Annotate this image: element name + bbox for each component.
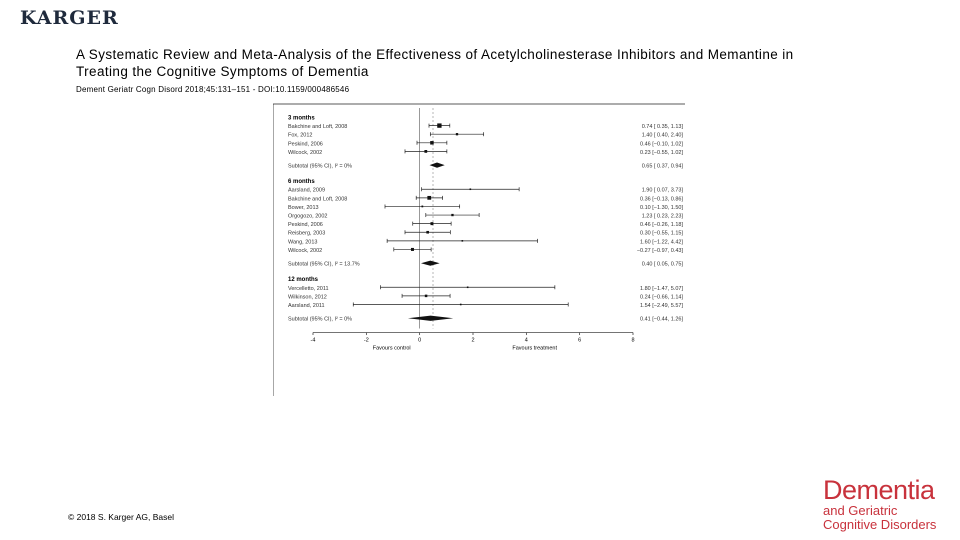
subtotal-ci-value-label: 0.40 [ 0.05, 0.75] [641,261,683,268]
study-label: Vercelletto, 2011 [288,285,329,292]
article-title [76,46,916,80]
ci-value-label: 1.90 [ 0.07, 3.73] [641,187,683,194]
forest-plot [273,100,685,396]
study-label: Peskind, 2006 [288,222,323,229]
subtotal-ci-value-label: 0.41 [−0.44, 1.26] [640,316,683,323]
point-estimate [456,133,458,135]
study-label: Orgogozo, 2002 [288,213,328,220]
x-label-left: Favours control [372,345,411,352]
point-estimate [467,286,469,288]
point-estimate [430,222,433,225]
journal-logo-line3: Cognitive Disorders [823,517,937,532]
group-label: 3 months [288,115,315,122]
study-label: Wilcock, 2002 [288,149,323,156]
ci-value-label: 1.23 [ 0.23, 2.23] [641,213,683,220]
journal-logo-line2: and Geriatric [823,503,898,518]
forest-plot-figure [273,100,685,396]
point-estimate [460,304,462,306]
x-tick-label: 4 [524,337,528,344]
point-estimate [437,123,441,127]
point-estimate [470,188,472,190]
ci-value-label: 0.36 [−0.13, 0.86] [640,196,683,203]
study-label: Wang, 2013 [288,239,318,246]
point-estimate [424,150,427,153]
x-tick-label: 6 [578,337,582,344]
ci-value-label: 0.23 [−0.55, 1.02] [640,149,683,156]
karger-logo: KARGER [20,7,119,29]
group-label: 6 months [288,179,315,186]
ci-value-label: 0.24 [−0.66, 1.14] [640,294,683,301]
ci-value-label: 1.80 [−1.47, 5.07] [640,285,683,292]
ci-value-label: 1.40 [ 0.40, 2.40] [641,132,683,139]
subtotal-label: Subtotal (95% CI), I² = 0% [288,316,353,323]
point-estimate [425,295,428,298]
study-label: Aarsland, 2009 [288,187,325,194]
journal-logo-line1: Dementia [823,475,935,505]
study-label: Fox, 2012 [288,132,313,139]
subtotal-label: Subtotal (95% CI), I² = 0% [288,163,353,170]
x-tick-label: 8 [631,337,635,344]
article-title-line1: A Systematic Review and Meta-Analysis of the Effectiveness of Acetylcholinesterase Inhibitors and Memantine in [76,47,794,62]
ci-value-label: 1.60 [−1.22, 4.42] [640,239,683,246]
study-label: Bakchine and Loft, 2008 [288,124,348,131]
study-label: Bower, 2013 [288,204,319,211]
ci-value-label: 0.30 [−0.55, 1.15] [640,230,683,237]
point-estimate [430,141,433,144]
ci-value-label: 0.10 [−1.30, 1.50] [640,204,683,211]
point-estimate [462,240,464,242]
point-estimate [451,214,453,216]
journal-logo [823,476,936,532]
study-label: Wilkinson, 2012 [288,294,327,301]
article-citation: Dement Geriatr Cogn Disord 2018;45:131–151 - DOI:10.1159/000486546 [76,85,350,94]
ci-value-label: 0.74 [ 0.35, 1.13] [641,124,683,131]
subtotal-diamond [421,261,440,266]
article-title-line2: Treating the Cognitive Symptoms of Dementia [76,64,369,79]
ci-value-label: 1.54 [−2.49, 5.57] [640,302,683,309]
ci-value-label: 0.46 [−0.10, 1.02] [640,141,683,148]
copyright-text: © 2018 S. Karger AG, Basel [68,512,174,522]
x-tick-label: -2 [363,337,369,344]
x-tick-label: 2 [471,337,475,344]
x-tick-label: -4 [310,337,316,344]
point-estimate [411,248,414,251]
x-tick-label: 0 [418,337,422,344]
study-label: Reisberg, 2003 [288,230,326,237]
x-label-right: Favours treatment [512,345,557,352]
subtotal-label: Subtotal (95% CI), I² = 13.7% [288,261,360,268]
ci-value-label: −0.27 [−0.97, 0.43] [636,247,683,254]
study-label: Wilcock, 2002 [288,247,323,254]
study-label: Bakchine and Loft, 2008 [288,196,348,203]
point-estimate [426,231,429,234]
subtotal-diamond [430,163,445,168]
study-label: Aarsland, 2011 [288,302,325,309]
group-label: 12 months [288,277,319,284]
subtotal-ci-value-label: 0.65 [ 0.37, 0.94] [641,163,683,170]
subtotal-diamond [408,316,453,321]
point-estimate [421,206,423,208]
ci-value-label: 0.46 [−0.26, 1.18] [640,222,683,229]
point-estimate [427,196,431,200]
study-label: Peskind, 2006 [288,141,323,148]
